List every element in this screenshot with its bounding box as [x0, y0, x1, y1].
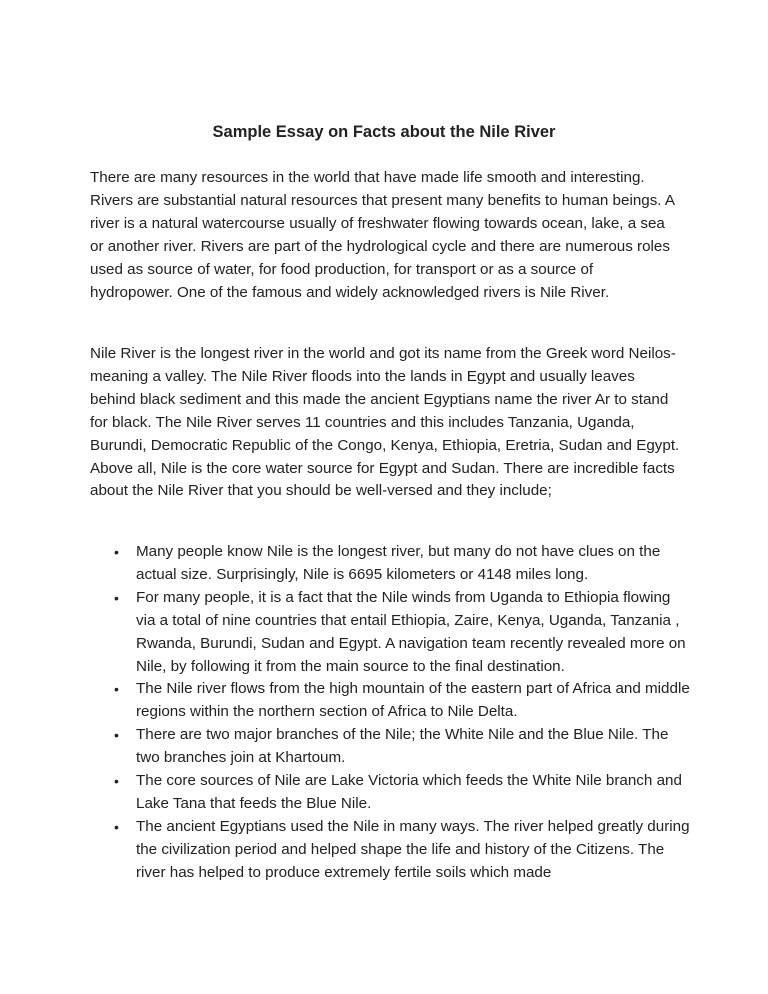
list-item-text: Many people know Nile is the longest river, but many do not have clues on the actual size. Surprisingly, Nile is 6695 kilometers or 4148 miles long.: [136, 543, 661, 583]
list-item-text: The Nile river flows from the high mountain of the eastern part of Africa and middle regions within the northern section of Africa to Nile Delta.: [136, 680, 690, 721]
bullet-icon: •: [114, 544, 119, 560]
list-item: [90, 816, 690, 885]
nile-overview-paragraph: Nile River is the longest river in the world and got its name from the Greek word Neilos- meaning a valley. The Nile River floods into the lands in Egypt and usually leaves behind black sediment and this made the ancient Egyptians name the river Ar to stand for black. The Nile River serves 11 countries and this includes Tanzania, Uganda, Burundi, Democratic Republic of the Congo, Kenya, Ethiopia, Eretria, Sudan and Egypt. Above all, Nile is the core water source for Egypt and Sudan. There are incredible facts about the Nile River that you should be well-versed and they include;: [90, 345, 680, 500]
list-item: [90, 770, 690, 816]
list-item: [90, 541, 690, 587]
list-item-text: The ancient Egyptians used the Nile in many ways. The river helped greatly during the civilization period and helped shape the life and history of the Citizens. The river has helped to produce extremely fertile soils which made: [136, 817, 690, 881]
list-item: [90, 587, 690, 679]
bullet-icon: •: [114, 589, 119, 606]
list-item: [90, 724, 690, 770]
list-item-text: For many people, it is a fact that the Nile winds from Uganda to Ethiopia flowing via a total of nine countries that entail Ethiopia, Zaire, Kenya, Uganda, Tanzania , Rwanda, Burundi, Sudan and Egypt. A navigation team recently revealed more on Nile, by following it from the main source to the final destination.: [136, 588, 686, 675]
bullet-icon: •: [114, 818, 119, 835]
bullet-icon: •: [114, 681, 119, 698]
facts-list: [90, 541, 690, 885]
list-item-text: The core sources of Nile are Lake Victoria which feeds the White Nile branch and Lake Tana that feeds the Blue Nile.: [136, 772, 682, 812]
bullet-icon: •: [114, 773, 119, 790]
list-item: [90, 678, 690, 724]
intro-paragraph: There are many resources in the world that have made life smooth and interesting. Rivers are substantial natural resources that present many benefits to human beings. A river is a natural watercourse usually of freshwater flowing towards ocean, lake, a sea or another river. Rivers are part of the hydrological cycle and there are numerous roles used as source of water, for food production, for transport or as a source of hydropower. One of the famous and widely acknowledged rivers is Nile River.: [90, 169, 675, 301]
list-item-text: There are two major branches of the Nile; the White Nile and the Blue Nile. The two branches join at Khartoum.: [136, 726, 669, 767]
essay-title: Sample Essay on Facts about the Nile River: [212, 123, 556, 141]
bullet-icon: •: [114, 727, 119, 744]
